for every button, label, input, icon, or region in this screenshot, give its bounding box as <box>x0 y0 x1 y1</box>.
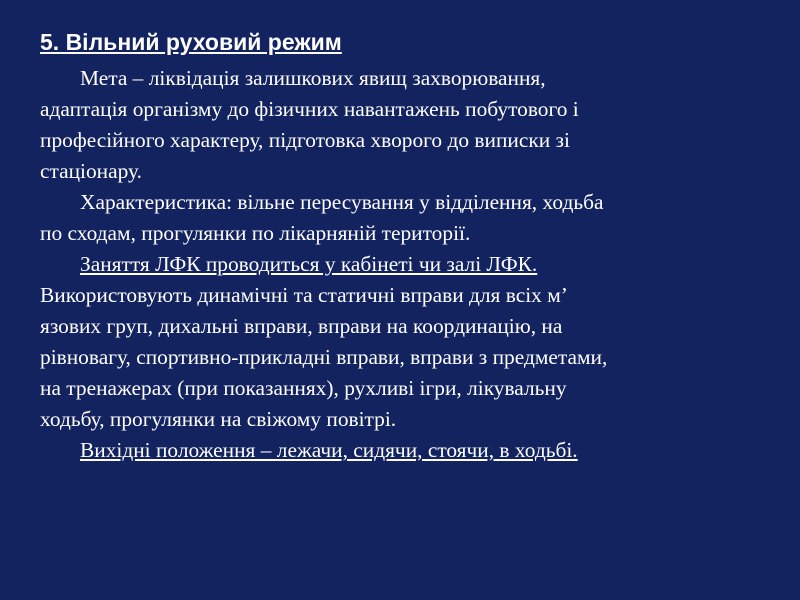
slide-title: 5. Вільний руховий режим <box>40 29 342 55</box>
paragraph-goal-line-4: стаціонару. <box>40 159 142 183</box>
paragraph-characteristics-line-2: по сходам, прогулянки по лікарняній території. <box>40 221 471 245</box>
paragraph-lfk-line-4: рівновагу, спортивно-прикладні вправи, вправи з предметами, <box>40 345 608 369</box>
paragraph-lfk-line-5: на тренажерах (при показаннях), рухливі ігри, лікувальну <box>40 376 567 400</box>
paragraph-characteristics-line-1: Характеристика: вільне пересування у відділення, ходьба <box>80 190 604 214</box>
slide-body <box>40 63 770 466</box>
paragraph-goal-line-2: адаптація організму до фізичних навантажень побутового і <box>40 97 579 121</box>
paragraph-lfk-line-1 <box>40 249 770 280</box>
paragraph-lfk-line-2: Використовують динамічні та статичні вправи для всіх м’ <box>40 283 568 307</box>
paragraph-lfk-line-6: ходьбу, прогулянки на свіжому повітрі. <box>40 407 397 431</box>
lfk-location-underlined: Заняття ЛФК проводиться у кабінеті чи залі ЛФК. <box>80 252 538 276</box>
paragraph-positions-line-1 <box>40 435 770 466</box>
paragraph-lfk-line-3: язових груп, дихальні вправи, вправи на координацію, на <box>40 314 563 338</box>
paragraph-goal-line-1: Мета – ліквідація залишкових явищ захворювання, <box>80 66 546 90</box>
paragraph-goal-line-3: професійного характеру, підготовка хворого до виписки зі <box>40 128 570 152</box>
starting-positions-underlined: Вихідні положення – лежачи, сидячи, стоячи, в ходьбі. <box>80 438 578 462</box>
